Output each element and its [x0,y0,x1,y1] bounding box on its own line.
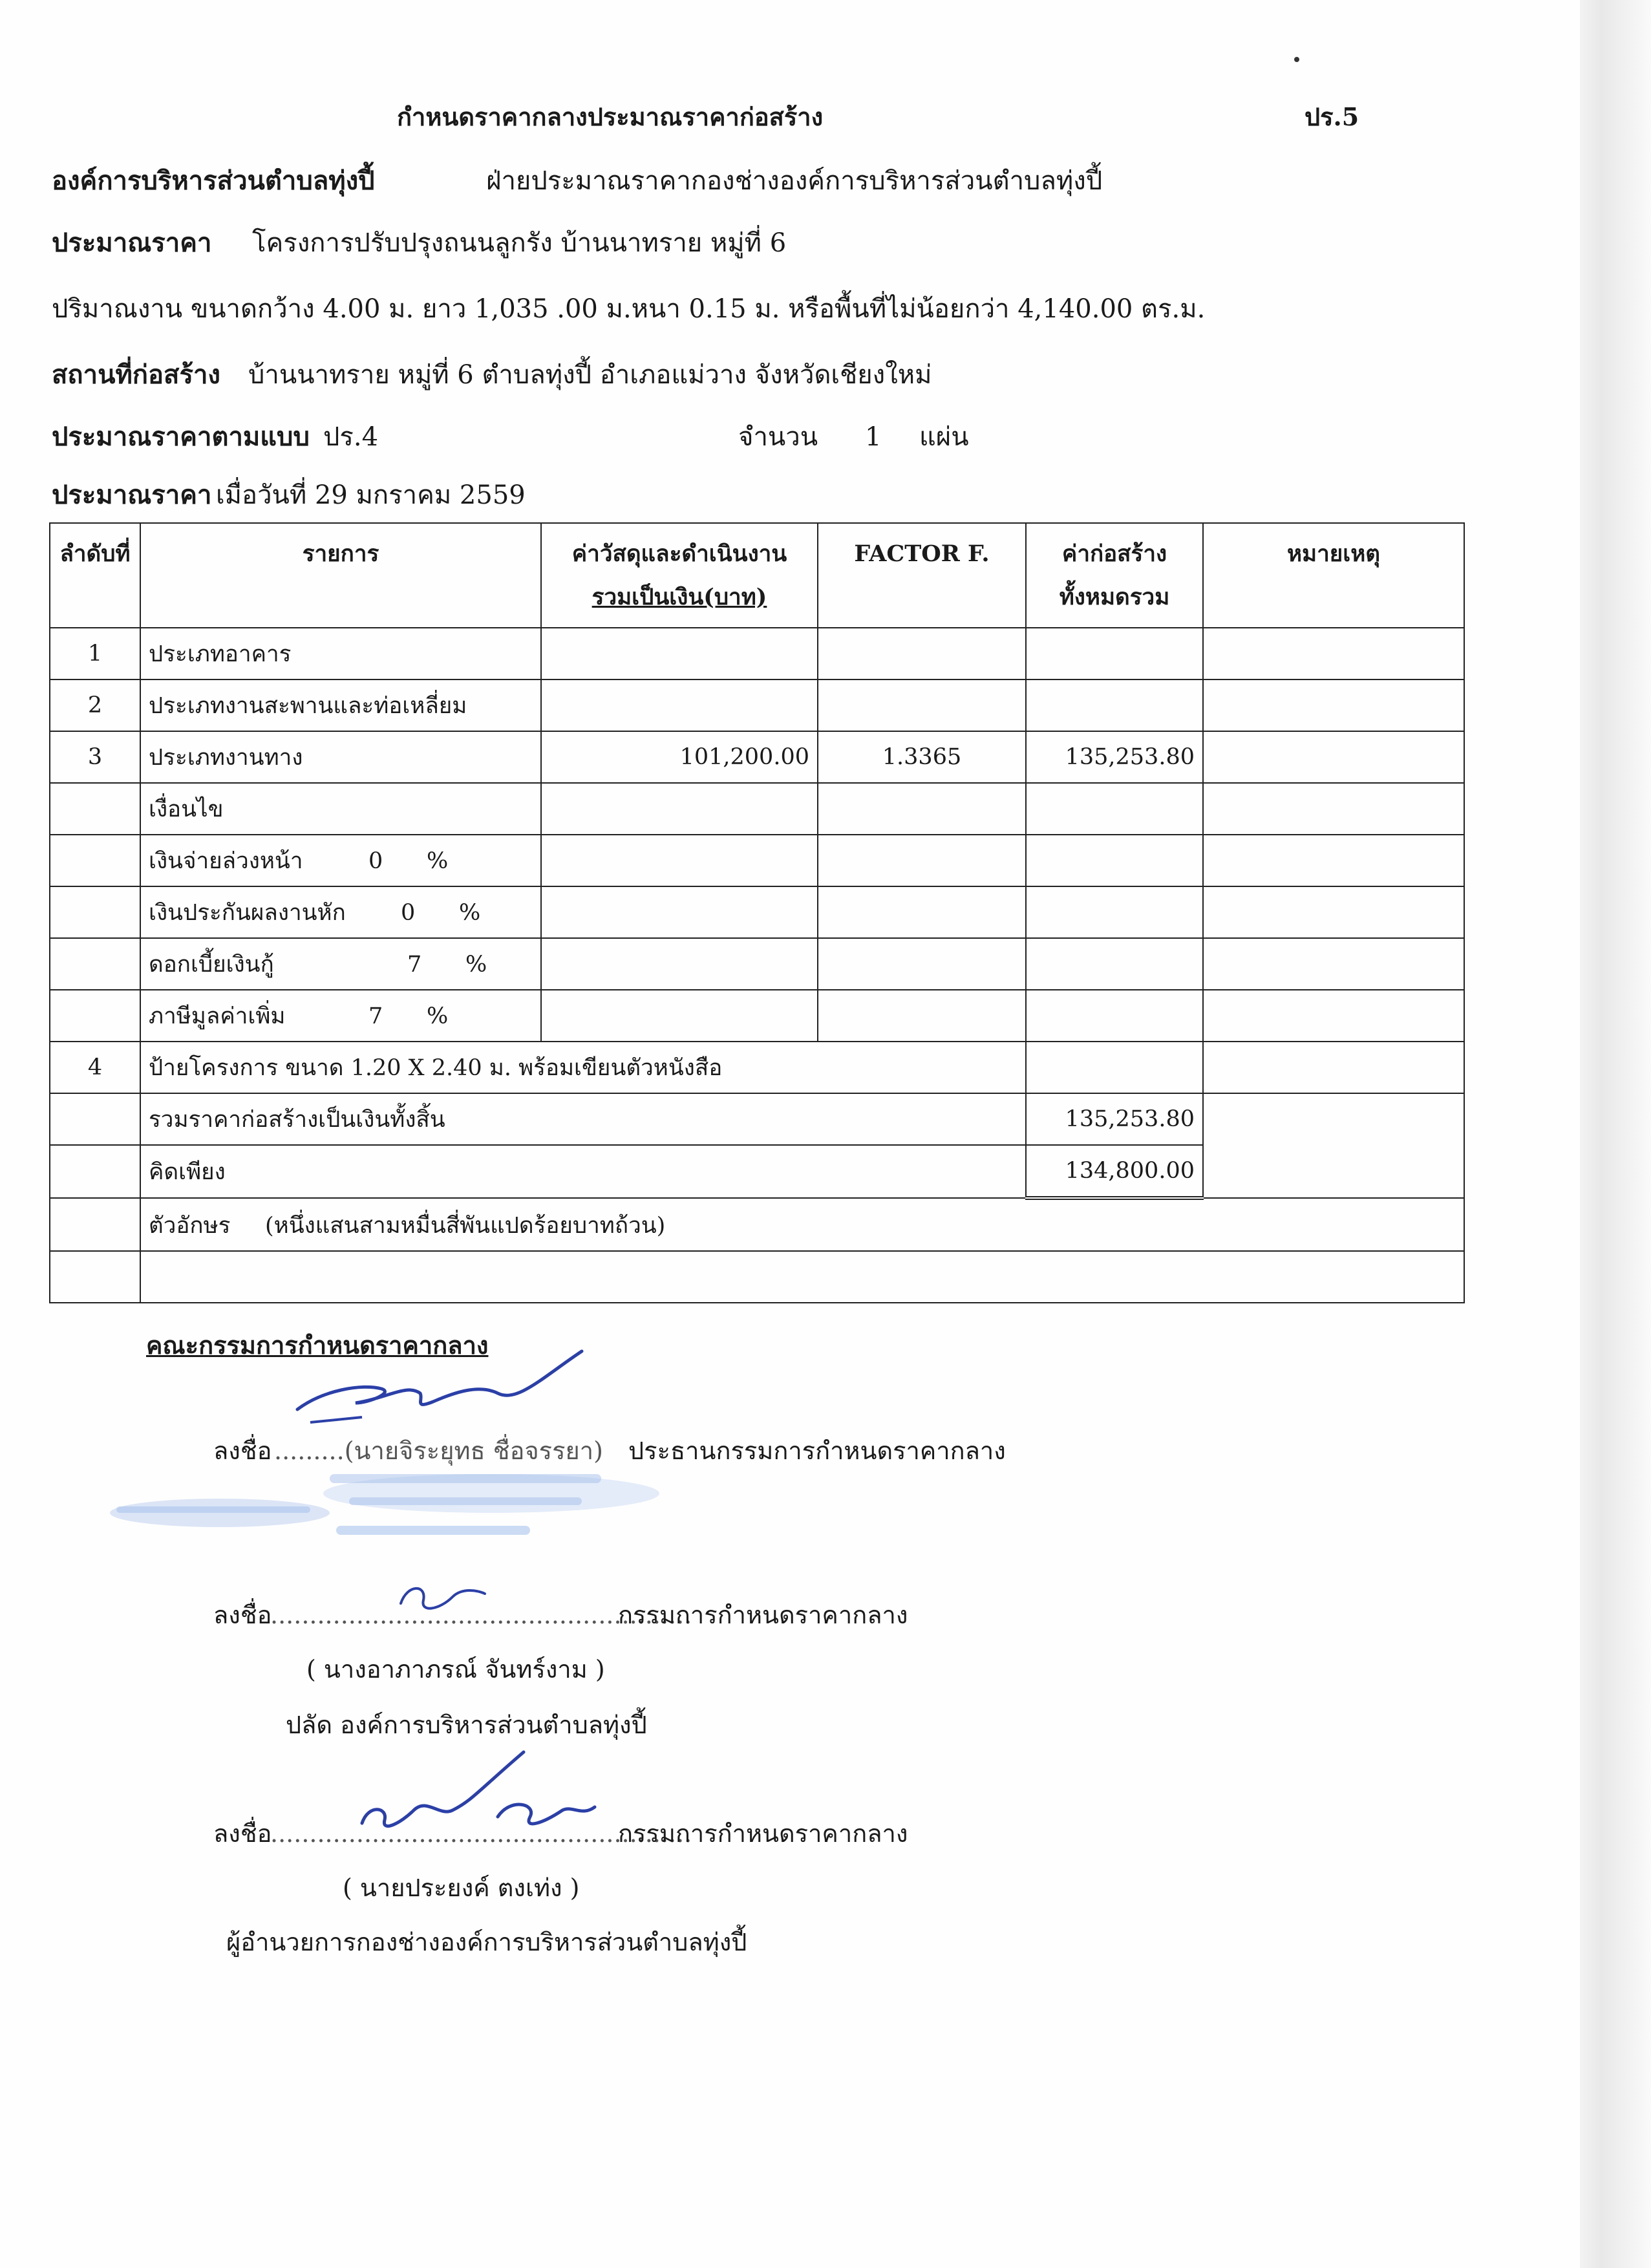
empty-cell [1026,990,1203,1042]
sum-label: รวมราคาก่อสร้างเป็นเงินทั้งสิ้น [140,1093,1026,1145]
rounded-label: คิดเพียง [140,1145,1026,1198]
header-factor: FACTOR F. [818,523,1026,628]
sign1-role: ประธานกรรมการกำหนดราคากลาง [628,1437,1006,1465]
count-label: จำนวน [738,422,818,452]
words-value: (หนึ่งแสนสามหมื่นสี่พันแปดร้อยบาทถ้วน) [265,1212,666,1239]
empty-cell [1026,1042,1203,1093]
interest-label: ดอกเบี้ยเงินกู้ [149,951,274,978]
org-dept: ฝ่ายประมาณราคากองช่างองค์การบริหารส่วนตำบลทุ่งปี้ [486,166,1103,196]
advance-value: 0 [368,848,383,874]
empty-cell [541,835,818,886]
empty-cell [818,938,1026,990]
words-cell [140,1198,1464,1251]
table-row [50,628,1464,679]
row-no: 4 [50,1042,140,1093]
empty-cell [1203,938,1464,990]
sum-row [50,1093,1464,1145]
quantity-line: ปริมาณงาน ขนาดกว้าง 4.00 ม. ยาว 1,035 .00 ม.หนา 0.15 ม. หรือพื้นที่ไม่น้อยกว่า 4,140.00 ตร.ม. [52,294,1206,324]
org-label: องค์การบริหารส่วนตำบลทุ่งปี้ [52,166,375,196]
row-remark [1203,628,1464,679]
rounded-row [50,1145,1464,1198]
guarantee-label: เงินประกันผลงานหัก [149,899,346,926]
signature-1-image [284,1338,608,1455]
signature-2-image [388,1565,504,1629]
form-code: ปร.5 [1305,102,1359,131]
date-value: เมื่อวันที่ 29 มกราคม 2559 [216,480,526,510]
sign2-name: ( นางอาภาภรณ์ จันทร์งาม ) [306,1655,605,1684]
words-label: ตัวอักษร [149,1212,231,1239]
row-material [541,679,818,731]
row-factor [818,679,1026,731]
empty-cell [541,938,818,990]
sign3-name: ( นายประยงค์ ตงเท่ง ) [343,1874,580,1902]
empty-cell [1026,938,1203,990]
header-total-line1: ค่าก่อสร้าง [1061,540,1167,567]
estimate-label: ประมาณราคา [52,228,212,258]
by-form-label: ประมาณราคาตามแบบ [52,422,310,452]
committee-heading: คณะกรรมการกำหนดราคากลาง [146,1331,489,1360]
blank-row [50,1251,1464,1303]
sign1-label: ลงชื่อ [213,1437,272,1465]
header-total [1026,523,1203,628]
header-total-line2: ทั้งหมดรวม [1059,583,1170,610]
empty-cell [1026,886,1203,938]
site-label: สถานที่ก่อสร้าง [52,359,220,390]
table-row [50,1042,1464,1093]
header-material [541,523,818,628]
row-remark [1203,679,1464,731]
advance-payment-cell [140,835,541,886]
row-no: 2 [50,679,140,731]
header-material-line1: ค่าวัสดุและดำเนินงาน [571,540,787,567]
cost-table [49,522,1465,1303]
sign2-position: ปลัด องค์การบริหารส่วนตำบลทุ่งปี้ [286,1711,647,1739]
empty-cell [541,990,818,1042]
empty-cell [50,1145,140,1198]
row4-item: ป้ายโครงการ ขนาด 1.20 X 2.40 ม. พร้อมเขียนตัวหนังสือ [140,1042,1026,1093]
row-total [1026,679,1203,731]
row-item: ประเภทงานสะพานและท่อเหลี่ยม [140,679,541,731]
sum-value: 135,253.80 [1026,1093,1203,1145]
signature-3-image [349,1746,608,1843]
by-form-value: ปร.4 [323,422,379,452]
empty-cell [818,990,1026,1042]
sign3-label: ลงชื่อ [213,1819,272,1848]
header-item: รายการ [140,523,541,628]
empty-cell [50,835,140,886]
empty-cell [50,990,140,1042]
scan-edge-shadow [1580,0,1651,2268]
vat-row [50,990,1464,1042]
sign1-dots: .........(นายจิระยุทธ ชื่อจรรยา) [274,1437,603,1465]
empty-cell [50,886,140,938]
empty-cell [541,886,818,938]
scan-speck [1294,57,1299,62]
vat-value: 7 [368,1003,383,1029]
words-row [50,1198,1464,1251]
row-material [541,628,818,679]
document-title: กำหนดราคากลางประมาณราคาก่อสร้าง [397,102,824,131]
table-header-row [50,523,1464,628]
empty-cell [1203,990,1464,1042]
empty-cell [1026,783,1203,835]
row-remark [1203,731,1464,783]
row-material: 101,200.00 [541,731,818,783]
guarantee-row [50,886,1464,938]
empty-cell [50,783,140,835]
empty-cell [50,1251,140,1303]
interest-value: 7 [407,951,422,978]
guarantee-cell [140,886,541,938]
count-unit: แผ่น [919,422,969,452]
interest-row [50,938,1464,990]
date-label: ประมาณราคา [52,480,212,510]
guarantee-value: 0 [401,899,416,926]
official-stamp-image [103,1435,724,1578]
rounded-value: 134,800.00 [1026,1145,1203,1198]
sign3-position: ผู้อำนวยการกองช่างองค์การบริหารส่วนตำบลทุ่งปี้ [226,1928,747,1956]
percent-sign: % [465,951,487,978]
percent-sign: % [427,848,449,874]
row-item: ประเภทงานทาง [140,731,541,783]
empty-cell [1203,783,1464,835]
table-row [50,731,1464,783]
count-value: 1 [865,422,882,452]
row-item: ประเภทอาคาร [140,628,541,679]
empty-cell [1203,1145,1464,1198]
estimate-project: โครงการปรับปรุงถนนลูกรัง บ้านนาทราย หมู่ที่ 6 [252,228,787,258]
empty-cell [818,783,1026,835]
empty-cell [818,886,1026,938]
empty-cell [1203,835,1464,886]
empty-cell [140,1251,1464,1303]
conditions-row [50,783,1464,835]
table-row [50,679,1464,731]
percent-sign: % [427,1003,449,1029]
percent-sign: % [459,899,481,926]
header-remark: หมายเหตุ [1203,523,1464,628]
empty-cell [1203,1042,1464,1093]
row-no: 1 [50,628,140,679]
empty-cell [1203,1093,1464,1145]
conditions-label: เงื่อนไข [140,783,541,835]
vat-label: ภาษีมูลค่าเพิ่ม [149,1003,286,1029]
sign2-dots: ...................................................... [270,1601,692,1629]
empty-cell [541,783,818,835]
row-no: 3 [50,731,140,783]
empty-cell [818,835,1026,886]
header-no: ลำดับที่ [50,523,140,628]
advance-label: เงินจ่ายล่วงหน้า [149,848,303,874]
empty-cell [1026,835,1203,886]
row-factor: 1.3365 [818,731,1026,783]
empty-cell [50,1093,140,1145]
site-value: บ้านนาทราย หมู่ที่ 6 ตำบลทุ่งปี้ อำเภอแม่วาง จังหวัดเชียงใหม่ [248,360,932,390]
header-material-line2: รวมเป็นเงิน(บาท) [591,583,767,610]
empty-cell [50,938,140,990]
row-factor [818,628,1026,679]
vat-cell [140,990,541,1042]
sign3-role: กรรมการกำหนดราคากลาง [618,1819,908,1848]
row-total: 135,253.80 [1026,731,1203,783]
sign2-role: กรรมการกำหนดราคากลาง [618,1601,908,1629]
advance-row [50,835,1464,886]
sign3-dots: ...................................................... [270,1819,692,1848]
empty-cell [50,1198,140,1251]
sign2-label: ลงชื่อ [213,1601,272,1629]
empty-cell [1203,886,1464,938]
interest-cell [140,938,541,990]
row-total [1026,628,1203,679]
